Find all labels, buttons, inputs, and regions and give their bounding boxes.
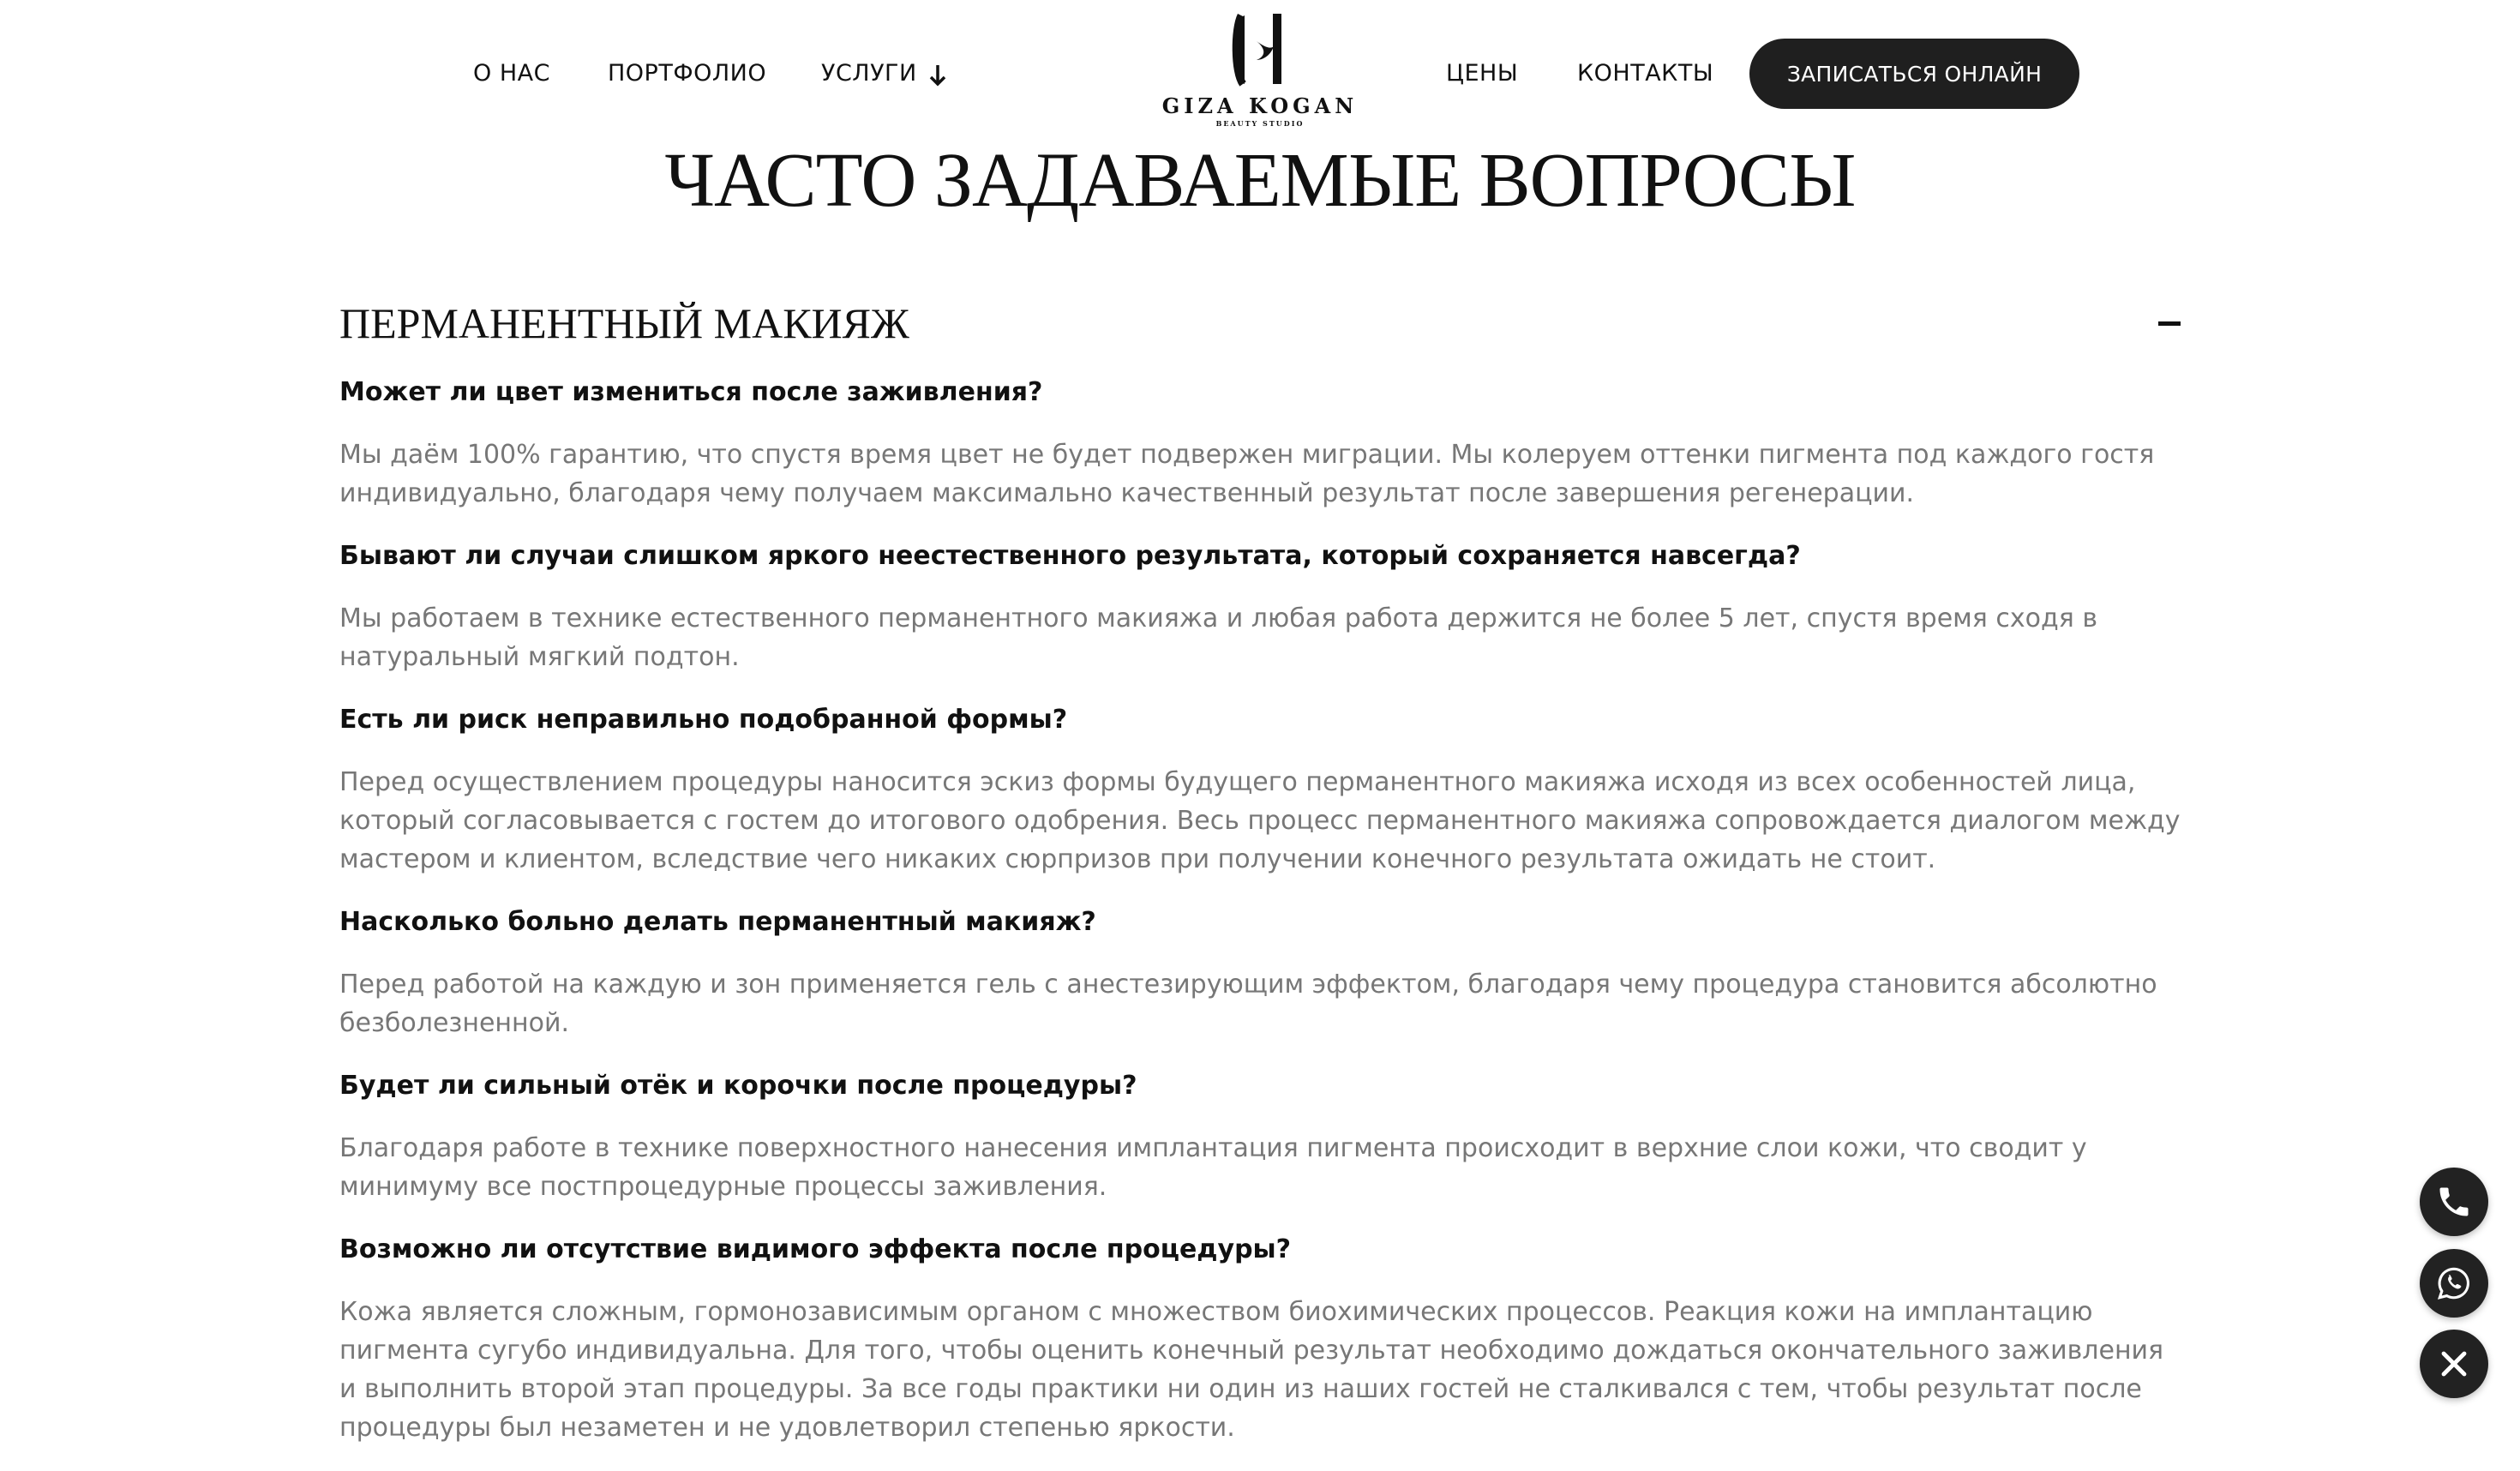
close-icon — [2439, 1348, 2469, 1379]
nav-portfolio[interactable]: ПОРТФОЛИО — [608, 60, 767, 87]
faq-answer: Мы даём 100% гарантию, что спустя время цвет не будет подвержен миграции. Мы колеруем оттенки пигмента под каждого гостя индивидуально, благодаря чему получаем максимально качественный результат после завершения регенерации. — [339, 440, 2155, 508]
faq-answer: Благодаря работе в технике поверхностного нанесения имплантация пигмента происходит в верхние слои кожи, что сводит у минимуму все постпроцедурные процессы заживления. — [339, 1133, 2087, 1202]
logo-name: GIZA KOGAN — [1161, 93, 1359, 118]
faq-answer: Мы работаем в технике естественного перманентного макияжа и любая работа держится не более 5 лет, спустя время сходя в натуральный мягкий подтон. — [339, 603, 2098, 672]
logo[interactable] — [1149, 9, 1371, 129]
faq-question: Есть ли риск неправильно подобранной формы? — [339, 705, 1068, 735]
book-online-button[interactable]: ЗАПИСАТЬСЯ ОНЛАЙН — [1749, 39, 2079, 109]
page-title: ЧАСТО ЗАДАВАЕМЫЕ ВОПРОСЫ — [664, 138, 1856, 223]
logo-subtitle: BEAUTY STUDIO — [1215, 119, 1305, 128]
faq-list — [339, 373, 2182, 1447]
nav-prices[interactable]: ЦЕНЫ — [1446, 60, 1519, 87]
section-title: ПЕРМАНЕНТНЫЙ МАКИЯЖ — [339, 299, 909, 347]
faq-question: Может ли цвет измениться после заживления? — [339, 377, 1043, 407]
faq-question: Бывают ли случаи слишком яркого неестественного результата, который сохраняется навсегда? — [339, 541, 1801, 571]
nav-about[interactable]: О НАС — [473, 60, 550, 87]
faq-question: Насколько больно делать перманентный макияж? — [339, 907, 1096, 937]
arrow-down-icon[interactable] — [927, 60, 948, 89]
faq-section-permanent-makeup — [339, 296, 2182, 1471]
close-button[interactable] — [2420, 1330, 2488, 1398]
collapse-icon[interactable] — [2158, 321, 2181, 326]
phone-icon — [2435, 1183, 2473, 1221]
whatsapp-icon — [2433, 1262, 2475, 1305]
faq-question: Возможно ли отсутствие видимого эффекта после процедуры? — [339, 1234, 1292, 1264]
faq-answer: Перед осуществлением процедуры наносится эскиз формы будущего перманентного макияжа исходя из всех особенностей лица, который согласовывается с гостем до итогового одобрения. Весь процесс перманентного макияжа сопровождается диалогом между мастером и клиентом, вследствие чего никаких сюрпризов при получении конечного результата ожидать не стоит. — [339, 767, 2181, 874]
nav-contacts[interactable]: КОНТАКТЫ — [1577, 60, 1714, 87]
phone-button[interactable] — [2420, 1168, 2488, 1236]
faq-answer: Перед работой на каждую и зон применяется гель с анестезирующим эффектом, благодаря чему процедура становится абсолютно безболезненной. — [339, 970, 2157, 1038]
logo-monogram-icon — [1226, 12, 1294, 89]
nav-services[interactable]: УСЛУГИ — [821, 60, 917, 87]
faq-answer: Кожа является сложным, гормонозависимым органом с множеством биохимических процессов. Реакция кожи на имплантацию пигмента сугубо индивидуальна. Для того, чтобы оценить конечный результат необходимо дождаться окончательного заживления и выполнить второй этап процедуры. За все годы практики ни один из наших гостей не сталкивался с тем, чтобы результат после процедуры был незаметен и не удовлетворил степенью яркости. — [339, 1297, 2164, 1443]
faq-question: Будет ли сильный отёк и корочки после процедуры? — [339, 1071, 1137, 1101]
accordion-header[interactable] — [339, 296, 2182, 351]
whatsapp-button[interactable] — [2420, 1249, 2488, 1318]
